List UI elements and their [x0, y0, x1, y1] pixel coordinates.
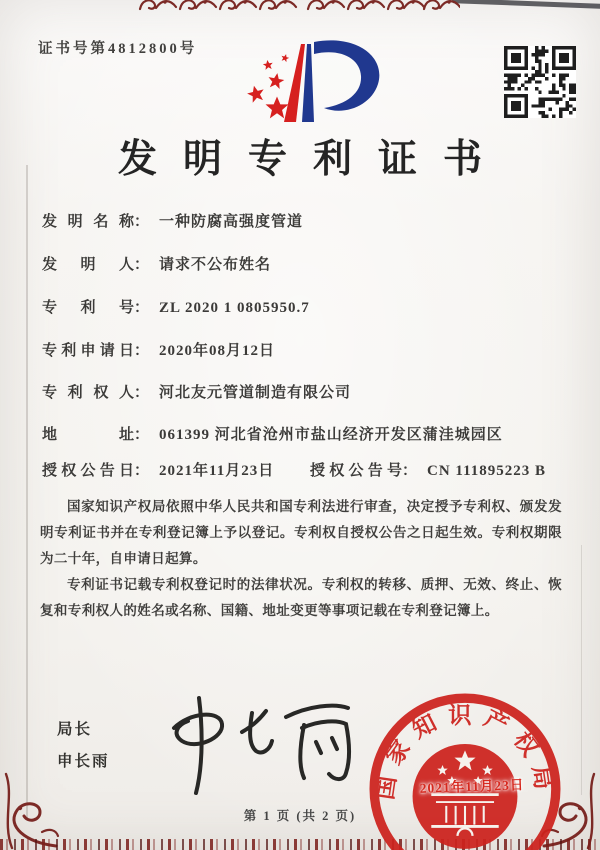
paper-crease-right — [581, 545, 582, 795]
colon: ： — [402, 463, 418, 479]
invention-name-label: 发明名称 — [42, 214, 134, 230]
field-row-inventor — [42, 253, 572, 277]
patent-number-value: ZL 2020 1 0805950.7 — [159, 300, 310, 316]
colon: ： — [134, 214, 150, 230]
cnipa-logo-icon — [230, 34, 412, 124]
paper-crease-left — [26, 165, 28, 820]
certificate-title: 发明专利证书 — [117, 138, 508, 181]
grant-date-value: 2021年11月23日 — [159, 463, 275, 479]
legal-paragraph-2: 专利证书记载专利权登记时的法律状况。专利权的转移、质押、无效、终止、恢复和专利权人的姓名或名称、国籍、地址变更等事项记载在专利登记簿上。 — [40, 576, 562, 618]
top-border-ornament — [138, 0, 460, 12]
filing-date-value: 2020年08月12日 — [159, 343, 276, 359]
seal-ring-text: 国家知识产权局 — [372, 703, 558, 802]
filing-date-label: 专利申请日 — [42, 343, 134, 359]
inventor-value: 请求不公布姓名 — [159, 257, 272, 273]
address-label: 地址 — [42, 427, 134, 443]
colon: ： — [134, 385, 150, 401]
signoff-block — [57, 714, 110, 778]
official-seal — [362, 686, 568, 850]
field-row-filing-date — [42, 339, 572, 363]
certificate-number: 证书号第4812800号 — [38, 41, 198, 57]
logo-star-3 — [267, 72, 285, 90]
field-row-patent-number — [42, 296, 572, 320]
logo-star-1 — [266, 97, 289, 119]
colon: ： — [134, 257, 150, 273]
colon: ： — [134, 427, 150, 443]
invention-name-value: 一种防腐高强度管道 — [159, 214, 304, 230]
field-row-invention-name — [42, 210, 572, 234]
logo-cone-blue — [302, 44, 314, 122]
grant-date-label: 授权公告日 — [42, 463, 134, 479]
qr-code — [504, 46, 576, 118]
address-value: 061399 河北省沧州市盐山经济开发区蒲洼城园区 — [159, 427, 503, 443]
logo-p-bowl — [314, 40, 379, 110]
patentee-label: 专利权人 — [42, 385, 134, 401]
commissioner-title: 局长 — [57, 721, 93, 738]
field-row-address — [42, 423, 572, 447]
legal-paragraph-1: 国家知识产权局依照中华人民共和国专利法进行审查，决定授予专利权、颁发发明专利证书并在专利登记簿上予以登记。专利权自授权公告之日起生效。专利权期限为二十年，自申请日起算。 — [40, 499, 562, 566]
logo-star-5 — [280, 53, 290, 63]
colon: ： — [134, 463, 150, 479]
seal-date-stamp: 2021年11月23日 — [419, 777, 525, 796]
commissioner-name: 申长雨 — [57, 752, 110, 770]
patentee-value: 河北友元管道制造有限公司 — [159, 385, 352, 401]
field-row-patentee — [42, 381, 572, 405]
logo-cone-red — [284, 44, 305, 122]
grant-number-group — [310, 459, 546, 480]
legal-text-block — [40, 494, 562, 624]
photo-edge-line — [452, 0, 600, 8]
logo-star-2 — [246, 84, 266, 104]
colon: ： — [134, 343, 150, 359]
commissioner-signature — [146, 692, 360, 798]
colon: ： — [134, 300, 150, 316]
grant-number-label: 授权公告号 — [310, 463, 402, 479]
field-row-grant — [42, 459, 572, 483]
inventor-label: 发明人 — [42, 257, 134, 273]
logo-star-4 — [262, 59, 273, 70]
grant-number-value: CN 111895223 B — [427, 463, 547, 479]
patent-number-label: 专利号 — [42, 300, 134, 316]
page-number: 第 1 页 (共 2 页) — [243, 809, 357, 823]
